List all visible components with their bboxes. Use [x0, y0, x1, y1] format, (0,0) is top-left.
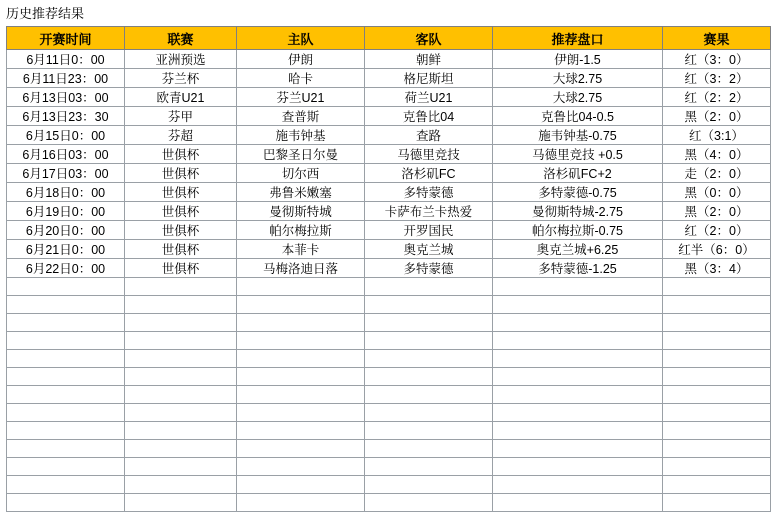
cell-recommended-handicap[interactable]: 大球2.75 [493, 69, 663, 88]
cell-empty[interactable] [125, 350, 237, 368]
cell-time[interactable]: 6月19日0：00 [7, 202, 125, 221]
cell-empty[interactable] [493, 404, 663, 422]
cell-empty[interactable] [493, 494, 663, 512]
table-row-empty[interactable] [7, 278, 771, 296]
cell-empty[interactable] [7, 368, 125, 386]
cell-empty[interactable] [663, 476, 771, 494]
cell-empty[interactable] [125, 440, 237, 458]
cell-empty[interactable] [7, 332, 125, 350]
cell-result[interactable]: 红（3:1） [663, 126, 771, 145]
cell-empty[interactable] [237, 494, 365, 512]
cell-empty[interactable] [663, 494, 771, 512]
cell-recommended-handicap[interactable]: 多特蒙德-1.25 [493, 259, 663, 278]
cell-league[interactable]: 世俱杯 [125, 259, 237, 278]
cell-recommended-handicap[interactable]: 克鲁比04-0.5 [493, 107, 663, 126]
cell-empty[interactable] [365, 368, 493, 386]
cell-empty[interactable] [237, 296, 365, 314]
table-row[interactable] [7, 202, 771, 221]
cell-empty[interactable] [365, 404, 493, 422]
cell-away-team[interactable]: 洛杉矶FC [365, 164, 493, 183]
table-row-empty[interactable] [7, 386, 771, 404]
history-results-table [6, 26, 771, 512]
cell-empty[interactable] [493, 350, 663, 368]
cell-recommended-handicap[interactable]: 马德里竞技 +0.5 [493, 145, 663, 164]
cell-empty[interactable] [663, 350, 771, 368]
column-header-time[interactable]: 开赛时间 [7, 27, 125, 50]
table-row-empty[interactable] [7, 332, 771, 350]
cell-result[interactable]: 黑（3：4） [663, 259, 771, 278]
table-row[interactable] [7, 164, 771, 183]
cell-recommended-handicap[interactable]: 施韦钟基-0.75 [493, 126, 663, 145]
cell-recommended-handicap[interactable]: 伊朗-1.5 [493, 50, 663, 69]
cell-result[interactable]: 红（2：2） [663, 88, 771, 107]
table-row-empty[interactable] [7, 476, 771, 494]
cell-home-team[interactable]: 马梅洛迪日落 [237, 259, 365, 278]
cell-home-team[interactable]: 切尔西 [237, 164, 365, 183]
cell-away-team[interactable]: 多特蒙德 [365, 259, 493, 278]
cell-result[interactable]: 黑（0：0） [663, 183, 771, 202]
cell-empty[interactable] [237, 458, 365, 476]
cell-empty[interactable] [663, 278, 771, 296]
cell-empty[interactable] [663, 368, 771, 386]
cell-time[interactable]: 6月11日23：00 [7, 69, 125, 88]
cell-empty[interactable] [7, 440, 125, 458]
cell-empty[interactable] [365, 332, 493, 350]
cell-recommended-handicap[interactable]: 多特蒙德-0.75 [493, 183, 663, 202]
cell-league[interactable]: 芬兰杯 [125, 69, 237, 88]
table-body [7, 50, 771, 512]
table-row[interactable] [7, 259, 771, 278]
cell-home-team[interactable]: 芬兰U21 [237, 88, 365, 107]
cell-empty[interactable] [493, 422, 663, 440]
cell-time[interactable]: 6月11日0：00 [7, 50, 125, 69]
column-header-away-team[interactable]: 客队 [365, 27, 493, 50]
cell-result[interactable]: 红（3：0） [663, 50, 771, 69]
table-row[interactable] [7, 50, 771, 69]
cell-empty[interactable] [493, 368, 663, 386]
table-row[interactable] [7, 240, 771, 259]
cell-home-team[interactable]: 巴黎圣日尔曼 [237, 145, 365, 164]
column-header-recommended-handicap[interactable]: 推荐盘口 [493, 27, 663, 50]
table-row-empty[interactable] [7, 296, 771, 314]
cell-home-team[interactable]: 施韦钟基 [237, 126, 365, 145]
cell-empty[interactable] [237, 332, 365, 350]
cell-home-team[interactable]: 本菲卡 [237, 240, 365, 259]
table-row-empty[interactable] [7, 458, 771, 476]
cell-empty[interactable] [237, 476, 365, 494]
cell-empty[interactable] [663, 386, 771, 404]
cell-time[interactable]: 6月15日0：00 [7, 126, 125, 145]
cell-league[interactable]: 世俱杯 [125, 183, 237, 202]
cell-result[interactable]: 红（2：0） [663, 221, 771, 240]
cell-home-team[interactable]: 弗鲁米嫩塞 [237, 183, 365, 202]
cell-empty[interactable] [7, 278, 125, 296]
cell-league[interactable]: 欧青U21 [125, 88, 237, 107]
cell-empty[interactable] [7, 314, 125, 332]
cell-home-team[interactable]: 查普斯 [237, 107, 365, 126]
cell-home-team[interactable]: 帕尔梅拉斯 [237, 221, 365, 240]
cell-recommended-handicap[interactable]: 大球2.75 [493, 88, 663, 107]
cell-league[interactable]: 世俱杯 [125, 164, 237, 183]
table-row[interactable] [7, 126, 771, 145]
cell-away-team[interactable]: 格尼斯坦 [365, 69, 493, 88]
cell-result[interactable]: 红半（6：0） [663, 240, 771, 259]
cell-empty[interactable] [365, 296, 493, 314]
cell-away-team[interactable]: 荷兰U21 [365, 88, 493, 107]
table-row-empty[interactable] [7, 422, 771, 440]
table-row[interactable] [7, 145, 771, 164]
cell-away-team[interactable]: 克鲁比04 [365, 107, 493, 126]
table-row-empty[interactable] [7, 314, 771, 332]
cell-empty[interactable] [125, 296, 237, 314]
cell-time[interactable]: 6月13日23：30 [7, 107, 125, 126]
cell-empty[interactable] [365, 440, 493, 458]
cell-time[interactable]: 6月13日03：00 [7, 88, 125, 107]
cell-league[interactable]: 亚洲预选 [125, 50, 237, 69]
cell-empty[interactable] [493, 278, 663, 296]
cell-empty[interactable] [365, 314, 493, 332]
table-row[interactable] [7, 69, 771, 88]
cell-empty[interactable] [493, 440, 663, 458]
page-title: 历史推荐结果 [6, 6, 85, 21]
cell-result[interactable]: 黑（4：0） [663, 145, 771, 164]
cell-empty[interactable] [125, 404, 237, 422]
cell-empty[interactable] [493, 296, 663, 314]
cell-empty[interactable] [237, 422, 365, 440]
cell-recommended-handicap[interactable]: 帕尔梅拉斯-0.75 [493, 221, 663, 240]
cell-recommended-handicap[interactable]: 洛杉矶FC+2 [493, 164, 663, 183]
cell-empty[interactable] [7, 458, 125, 476]
cell-empty[interactable] [663, 296, 771, 314]
cell-result[interactable]: 黑（2：0） [663, 202, 771, 221]
cell-empty[interactable] [125, 386, 237, 404]
cell-empty[interactable] [125, 278, 237, 296]
table-row[interactable] [7, 221, 771, 240]
cell-league[interactable]: 芬甲 [125, 107, 237, 126]
cell-league[interactable]: 世俱杯 [125, 240, 237, 259]
cell-home-team[interactable]: 曼彻斯特城 [237, 202, 365, 221]
cell-home-team[interactable]: 伊朗 [237, 50, 365, 69]
cell-away-team[interactable]: 卡萨布兰卡热爱 [365, 202, 493, 221]
cell-result[interactable]: 走（2：0） [663, 164, 771, 183]
cell-empty[interactable] [237, 404, 365, 422]
cell-league[interactable]: 世俱杯 [125, 202, 237, 221]
cell-empty[interactable] [125, 368, 237, 386]
cell-empty[interactable] [7, 296, 125, 314]
cell-empty[interactable] [493, 458, 663, 476]
cell-empty[interactable] [493, 332, 663, 350]
cell-empty[interactable] [493, 314, 663, 332]
cell-time[interactable]: 6月18日0：00 [7, 183, 125, 202]
table-row-empty[interactable] [7, 368, 771, 386]
table-header-row [7, 27, 771, 50]
table-row[interactable] [7, 88, 771, 107]
cell-away-team[interactable]: 奥克兰城 [365, 240, 493, 259]
cell-time[interactable]: 6月16日03：00 [7, 145, 125, 164]
cell-empty[interactable] [365, 458, 493, 476]
cell-away-team[interactable]: 查路 [365, 126, 493, 145]
cell-empty[interactable] [125, 494, 237, 512]
cell-time[interactable]: 6月22日0：00 [7, 259, 125, 278]
cell-empty[interactable] [365, 350, 493, 368]
cell-result[interactable]: 黑（2：0） [663, 107, 771, 126]
cell-empty[interactable] [125, 314, 237, 332]
cell-empty[interactable] [237, 350, 365, 368]
cell-away-team[interactable]: 开罗国民 [365, 221, 493, 240]
cell-empty[interactable] [7, 404, 125, 422]
cell-empty[interactable] [365, 278, 493, 296]
cell-empty[interactable] [663, 314, 771, 332]
cell-league[interactable]: 世俱杯 [125, 145, 237, 164]
cell-empty[interactable] [663, 458, 771, 476]
cell-empty[interactable] [7, 476, 125, 494]
cell-empty[interactable] [365, 476, 493, 494]
cell-away-team[interactable]: 多特蒙德 [365, 183, 493, 202]
cell-league[interactable]: 芬超 [125, 126, 237, 145]
table-row-empty[interactable] [7, 404, 771, 422]
cell-empty[interactable] [365, 386, 493, 404]
table-row-empty[interactable] [7, 494, 771, 512]
cell-empty[interactable] [7, 386, 125, 404]
cell-away-team[interactable]: 马德里竞技 [365, 145, 493, 164]
table-row-empty[interactable] [7, 350, 771, 368]
cell-empty[interactable] [663, 404, 771, 422]
cell-empty[interactable] [365, 494, 493, 512]
cell-empty[interactable] [663, 422, 771, 440]
cell-empty[interactable] [365, 422, 493, 440]
cell-league[interactable]: 世俱杯 [125, 221, 237, 240]
cell-recommended-handicap[interactable]: 曼彻斯特城-2.75 [493, 202, 663, 221]
cell-empty[interactable] [237, 368, 365, 386]
column-header-home-team[interactable]: 主队 [237, 27, 365, 50]
cell-empty[interactable] [237, 386, 365, 404]
cell-time[interactable]: 6月17日03：00 [7, 164, 125, 183]
cell-empty[interactable] [493, 476, 663, 494]
cell-empty[interactable] [493, 386, 663, 404]
table-row[interactable] [7, 107, 771, 126]
cell-empty[interactable] [125, 458, 237, 476]
cell-time[interactable]: 6月20日0：00 [7, 221, 125, 240]
cell-empty[interactable] [663, 440, 771, 458]
cell-result[interactable]: 红（3：2） [663, 69, 771, 88]
cell-empty[interactable] [663, 332, 771, 350]
cell-empty[interactable] [237, 440, 365, 458]
cell-empty[interactable] [125, 332, 237, 350]
cell-empty[interactable] [7, 422, 125, 440]
cell-empty[interactable] [125, 476, 237, 494]
cell-away-team[interactable]: 朝鲜 [365, 50, 493, 69]
column-header-league[interactable]: 联赛 [125, 27, 237, 50]
table-row-empty[interactable] [7, 440, 771, 458]
cell-empty[interactable] [237, 278, 365, 296]
cell-empty[interactable] [7, 494, 125, 512]
cell-recommended-handicap[interactable]: 奥克兰城+6.25 [493, 240, 663, 259]
cell-time[interactable]: 6月21日0：00 [7, 240, 125, 259]
cell-empty[interactable] [237, 314, 365, 332]
cell-home-team[interactable]: 哈卡 [237, 69, 365, 88]
cell-empty[interactable] [7, 350, 125, 368]
table-row[interactable] [7, 183, 771, 202]
cell-empty[interactable] [125, 422, 237, 440]
column-header-result[interactable]: 赛果 [663, 27, 771, 50]
